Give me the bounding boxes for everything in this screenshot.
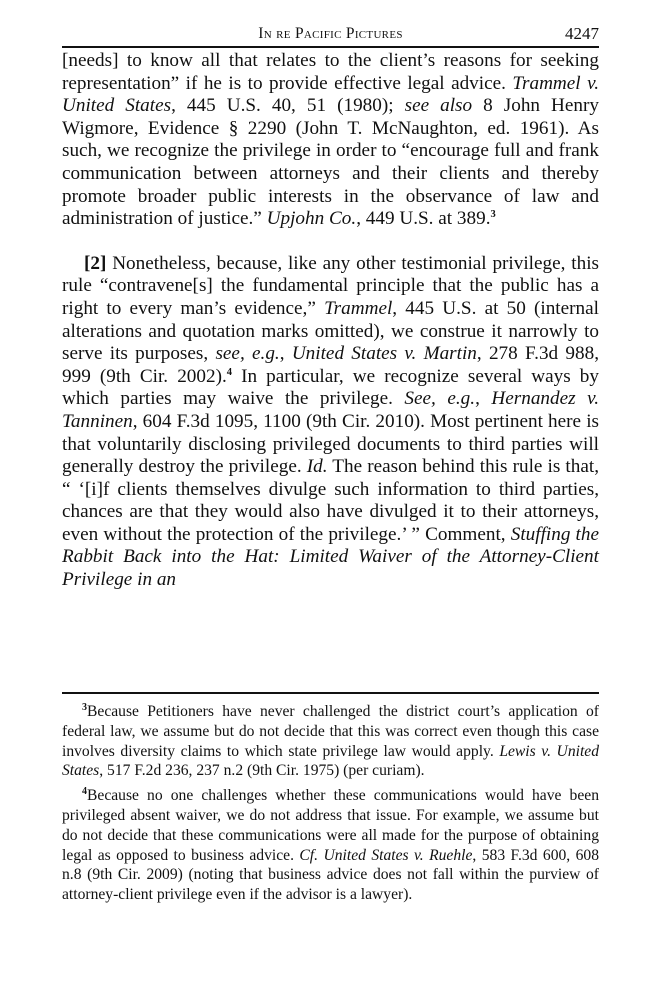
case-citation: Lewis v. United States: [62, 742, 599, 780]
text: , 445 U.S. 40, 51 (1980);: [171, 95, 405, 117]
text: , 449 U.S. at 389.: [356, 208, 491, 230]
running-title: In re Pacific Pictures: [258, 25, 403, 42]
text: , 278 F.3d 988, 999 (9th Cir. 2002).: [62, 343, 599, 387]
text: ,: [475, 388, 492, 410]
signal: Id.: [306, 456, 328, 478]
text: 8 John Henry Wigmore, Evidence § 2290 (John T. McNaughton, ed. 1961). As such, we recognize the privilege in order to “encourage full and frank communication between attorneys and their clients and thereby promote broader public interests in the observance of law and administration of justice.”: [62, 95, 599, 230]
footnote-number: 4: [82, 786, 87, 798]
page-number: 4247: [565, 24, 599, 43]
signal: See, e.g.: [404, 388, 476, 410]
case-citation: United States v. Martin: [291, 343, 477, 365]
footnote-ref-4[interactable]: 4: [226, 366, 233, 378]
case-citation: Trammel: [324, 297, 393, 319]
text: The reason behind this rule is that, “ ‘[i]f clients themselves divulge such information to third parties, chances are that they would also have divulged it to their attorneys, even without the protection of the privilege.’ ” Comment,: [62, 456, 599, 545]
footnote-4: [62, 786, 599, 905]
text: Because no one challenges whether these communications would have been privileged absent waiver, we do not address that issue. For example, we assume but do not decide that these communications were all made for the purpose of obtaining legal as opposed to business advice.: [62, 787, 599, 864]
signal: see also: [404, 95, 473, 117]
paragraph-2: [62, 253, 599, 592]
footnote-number: 3: [82, 702, 87, 713]
footnote-ref-3[interactable]: 3: [490, 209, 496, 221]
body-text: [62, 50, 599, 592]
case-citation: Upjohn Co.: [266, 208, 357, 230]
footnote-3: [62, 702, 599, 781]
text: , 604 F.3d 1095, 1100 (9th Cir. 2010). Most pertinent here is that voluntarily disclosing privileged documents to third parties will generally destroy the privilege.: [62, 410, 599, 478]
footnotes: [62, 702, 599, 910]
text: , 445 U.S. at 50 (internal alterations and quotation marks omitted), we construe it narrowly to serve its purposes,: [62, 297, 599, 365]
text: [needs] to know all that relates to the client’s reasons for seeking representation” if he is to provide effective legal advice.: [62, 50, 599, 94]
signal: see, e.g.: [215, 343, 280, 365]
running-header: [62, 24, 599, 48]
text: ,: [279, 343, 292, 365]
text: , 517 F.2d 236, 237 n.2 (9th Cir. 1975) (per curiam).: [99, 762, 425, 780]
case-citation: Cf. United States v. Ruehle: [299, 846, 473, 864]
text: Because Petitioners have never challenged the district court’s application of federal law, we assume but do not decide that this was correct even though this case involves diversity claims to which state privilege law would apply.: [62, 703, 599, 760]
paragraph-1: [62, 50, 599, 231]
article-title: Stuffing the Rabbit Back into the Hat: Limited Waiver of the Attorney-Client Privilege in an: [62, 523, 599, 591]
text: Nonetheless, because, like any other testimonial privilege, this rule “contravene[s] the fundamental principle that the public has a right to every man’s evidence,”: [62, 252, 599, 319]
text: , 583 F.3d 600, 608 n.8 (9th Cir. 2009) (noting that business advice does not fall within the purview of attorney-client privilege even if the advisor is a lawyer).: [62, 846, 600, 904]
case-citation: Trammel v. United States: [62, 72, 599, 117]
case-citation: Hernandez v. Tanninen: [62, 388, 599, 432]
footnote-divider: [62, 692, 599, 694]
headnote-marker: [2]: [84, 252, 107, 274]
text: In particular, we recognize several ways by which parties may waive the privilege.: [62, 365, 599, 410]
